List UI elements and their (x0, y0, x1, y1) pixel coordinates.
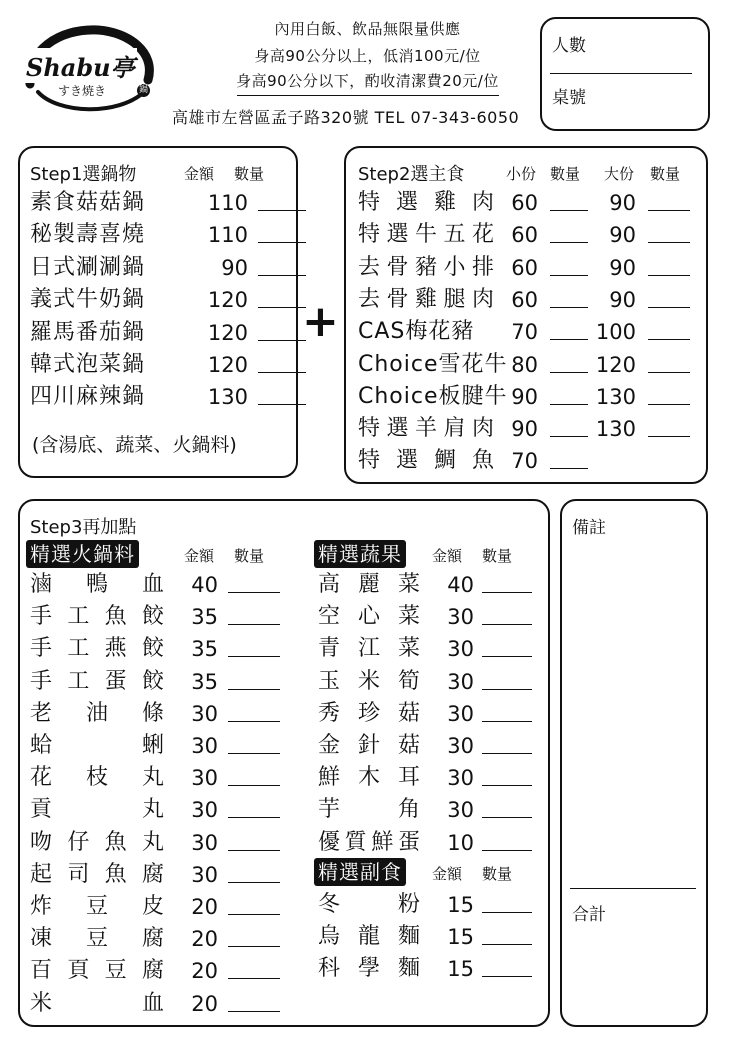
quantity-field[interactable] (228, 882, 280, 883)
quantity-field[interactable] (550, 339, 588, 340)
step2-qty-large-header: 數量 (650, 165, 681, 183)
item-name: 秀珍菇 (318, 700, 420, 726)
menu-item-row (30, 699, 280, 729)
menu-item-row (318, 570, 538, 600)
item-name: 起司魚腐 (30, 861, 164, 887)
item-name: 手工燕餃 (30, 636, 164, 662)
quantity-field[interactable] (648, 404, 690, 405)
item-name: 去骨豬小排 (358, 254, 494, 280)
quantity-field[interactable] (258, 372, 306, 373)
item-price: 130 (595, 417, 636, 442)
item-price: 40 (191, 573, 218, 597)
item-price: 120 (207, 288, 248, 313)
item-name: 去骨雞腿肉 (358, 286, 494, 312)
item-name: 空心菜 (318, 604, 420, 630)
menu-item-row (30, 350, 280, 380)
step3-title: Step3再加點 (30, 517, 137, 538)
quantity-field[interactable] (648, 275, 690, 276)
menu-item-row (30, 763, 280, 793)
menu-item-row (30, 828, 280, 858)
step2-title: Step2選主食 (358, 164, 465, 185)
menu-item-row (358, 350, 698, 380)
item-name: 鮮木耳 (318, 765, 420, 791)
step1-title: Step1選鍋物 (30, 164, 137, 185)
item-price: 120 (595, 352, 636, 377)
item-name: 芋角 (318, 797, 420, 823)
item-name: 素食菇菇鍋 (30, 190, 146, 215)
brand-name: Shabu亭 (24, 48, 137, 83)
quantity-field[interactable] (228, 914, 280, 915)
step2-qty-small-header: 數量 (550, 165, 581, 183)
address: 高雄市左營區孟子路320號 TEL 07-343-6050 (172, 108, 520, 127)
quantity-field[interactable] (228, 689, 280, 690)
item-name: Choice板腱牛 (358, 383, 508, 409)
quantity-field[interactable] (648, 436, 690, 437)
hotpot-badge: 精選火鍋料 (26, 540, 139, 568)
menu-item-row (318, 731, 538, 761)
quantity-field[interactable] (228, 656, 280, 657)
quantity-field[interactable] (228, 817, 280, 818)
item-price: 60 (511, 287, 538, 312)
step2-large-header: 大份 (604, 165, 635, 183)
menu-item-row (30, 188, 280, 218)
quantity-field[interactable] (648, 372, 690, 373)
item-price: 40 (447, 573, 474, 597)
item-price: 100 (595, 320, 636, 345)
menu-item-row (30, 220, 280, 250)
quantity-field[interactable] (482, 817, 532, 818)
remarks-label: 備註 (572, 518, 606, 538)
quantity-field[interactable] (482, 944, 532, 945)
item-price: 30 (447, 766, 474, 791)
menu-item-row (318, 699, 538, 729)
item-name: 特選雞肉 (358, 190, 494, 215)
order-info-box (540, 17, 710, 131)
item-price: 90 (221, 255, 248, 280)
item-name: 高麗菜 (318, 572, 420, 597)
menu-item-row (318, 890, 538, 920)
menu-item-row (358, 188, 698, 218)
item-price: 15 (447, 957, 474, 982)
item-name: 老油條 (30, 700, 164, 726)
menu-item-row (318, 667, 538, 697)
step1-price-header: 金額 (184, 165, 215, 183)
menu-item-row (30, 667, 280, 697)
menu-item-row (318, 828, 538, 858)
quantity-field[interactable] (228, 785, 280, 786)
quantity-field[interactable] (550, 372, 588, 373)
menu-item-row (30, 892, 280, 922)
item-price: 35 (191, 669, 218, 694)
people-field[interactable] (550, 73, 692, 74)
item-name: 炸豆皮 (30, 894, 164, 919)
menu-item-row (30, 989, 280, 1019)
menu-item-row (358, 220, 698, 250)
menu-item-row (358, 253, 698, 283)
quantity-field[interactable] (550, 210, 588, 211)
veg-price-header: 金額 (432, 547, 463, 565)
item-price: 20 (191, 895, 218, 919)
item-price: 70 (511, 449, 538, 474)
quantity-field[interactable] (228, 753, 280, 754)
item-name: 烏龍麵 (318, 924, 420, 950)
item-name: 金針菇 (318, 733, 420, 758)
item-name: 青江菜 (318, 636, 420, 662)
item-name: 吻仔魚丸 (30, 829, 164, 855)
item-price: 20 (191, 991, 218, 1016)
quantity-field[interactable] (258, 210, 306, 211)
menu-item-row (358, 285, 698, 315)
veg-qty-header: 數量 (482, 547, 513, 565)
item-price: 110 (207, 191, 248, 215)
item-price: 80 (511, 352, 538, 377)
menu-item-row (30, 956, 280, 986)
step1-qty-header: 數量 (234, 165, 265, 183)
item-price: 120 (207, 320, 248, 345)
remarks-panel (560, 499, 708, 1027)
item-price: 120 (207, 353, 248, 377)
item-name: 義式牛奶鍋 (30, 287, 146, 313)
item-name: 滷鴨血 (30, 572, 164, 597)
item-name: 米血 (30, 990, 164, 1016)
notice-cleaning-fee: 身高90公分以下，酌收清潔費20元/位 (236, 72, 499, 90)
quantity-field[interactable] (258, 275, 306, 276)
item-price: 35 (191, 605, 218, 630)
plus-sign: + (302, 296, 339, 347)
item-name: 特選羊肩肉 (358, 416, 494, 442)
brand-subtitle: すき焼き (58, 84, 107, 98)
item-price: 60 (511, 223, 538, 248)
item-name: 百頁豆腐 (30, 958, 164, 984)
quantity-field[interactable] (550, 242, 588, 243)
item-price: 30 (191, 701, 218, 726)
quantity-field[interactable] (482, 785, 532, 786)
divider (237, 95, 499, 96)
quantity-field[interactable] (228, 850, 280, 851)
quantity-field[interactable] (258, 404, 306, 405)
menu-item-row (30, 634, 280, 664)
item-price: 90 (609, 223, 636, 248)
item-name: CAS梅花豬 (358, 319, 475, 345)
menu-item-row (358, 414, 698, 444)
item-name: 日式涮涮鍋 (30, 254, 146, 280)
item-price: 30 (447, 798, 474, 823)
menu-item-row (30, 795, 280, 825)
item-price: 90 (511, 384, 538, 409)
hotpot-price-header: 金額 (184, 547, 215, 565)
item-name: 優質鮮蛋 (318, 829, 420, 855)
item-price: 130 (595, 384, 636, 409)
item-price: 30 (191, 862, 218, 887)
item-name: 特選鯛魚 (358, 448, 494, 474)
item-price: 30 (191, 830, 218, 855)
brand-tag: 鍋 (138, 85, 148, 95)
total-label: 合計 (572, 905, 606, 925)
people-label: 人數 (552, 36, 586, 56)
quantity-field[interactable] (648, 307, 690, 308)
quantity-field[interactable] (482, 850, 532, 851)
quantity-field[interactable] (550, 307, 588, 308)
menu-item-row (30, 731, 280, 761)
menu-item-row (30, 860, 280, 890)
quantity-field[interactable] (550, 404, 588, 405)
hotpot-qty-header: 數量 (234, 547, 265, 565)
item-price: 60 (511, 255, 538, 280)
item-name: 花枝丸 (30, 765, 164, 791)
item-name: Choice雪花牛 (358, 351, 508, 377)
item-price: 90 (609, 255, 636, 280)
item-price: 90 (609, 287, 636, 312)
notice-unlimited: 內用白飯、飲品無限量供應 (274, 20, 461, 38)
item-name: 科學麵 (318, 956, 420, 982)
quantity-field[interactable] (482, 721, 532, 722)
menu-item-row (318, 795, 538, 825)
menu-item-row (318, 602, 538, 632)
menu-item-row (358, 446, 698, 476)
menu-item-row (30, 602, 280, 632)
item-name: 凍豆腐 (30, 926, 164, 952)
item-price: 30 (191, 766, 218, 791)
item-price: 15 (447, 925, 474, 950)
item-name: 冬粉 (318, 892, 420, 917)
side-qty-header: 數量 (482, 865, 513, 883)
total-divider (570, 888, 696, 889)
item-name: 手工蛋餃 (30, 668, 164, 694)
item-name: 韓式泡菜鍋 (30, 352, 146, 377)
quantity-field[interactable] (258, 340, 306, 341)
menu-item-row (30, 285, 280, 315)
item-name: 蛤蜊 (30, 733, 164, 758)
quantity-field[interactable] (228, 946, 280, 947)
menu-item-row (30, 318, 280, 348)
quantity-field[interactable] (482, 624, 532, 625)
quantity-field[interactable] (648, 339, 690, 340)
item-price: 20 (191, 927, 218, 952)
quantity-field[interactable] (648, 242, 690, 243)
notice-min-charge: 身高90公分以上，低消100元/位 (254, 47, 481, 65)
item-name: 貢丸 (30, 797, 164, 823)
quantity-field[interactable] (482, 592, 532, 593)
side-price-header: 金額 (432, 865, 463, 883)
step2-small-header: 小份 (506, 165, 537, 183)
quantity-field[interactable] (258, 307, 306, 308)
quantity-field[interactable] (550, 468, 588, 469)
step1-note: (含湯底、蔬菜、火鍋料) (32, 434, 237, 456)
quantity-field[interactable] (258, 242, 306, 243)
menu-item-row (318, 922, 538, 952)
menu-item-row (30, 253, 280, 283)
item-price: 90 (609, 191, 636, 215)
item-price: 20 (191, 959, 218, 984)
quantity-field[interactable] (482, 976, 532, 977)
quantity-field[interactable] (648, 210, 690, 211)
quantity-field[interactable] (228, 624, 280, 625)
item-price: 35 (191, 637, 218, 662)
quantity-field[interactable] (228, 978, 280, 979)
item-name: 玉米筍 (318, 668, 420, 694)
menu-item-row (318, 763, 538, 793)
item-price: 30 (447, 637, 474, 662)
item-name: 秘製壽喜燒 (30, 222, 146, 248)
quantity-field[interactable] (228, 592, 280, 593)
quantity-field[interactable] (482, 689, 532, 690)
menu-item-row (30, 924, 280, 954)
menu-item-row (30, 570, 280, 600)
item-price: 30 (191, 798, 218, 823)
quantity-field[interactable] (550, 275, 588, 276)
item-price: 130 (207, 385, 248, 410)
item-price: 60 (511, 191, 538, 215)
item-price: 10 (447, 830, 474, 855)
item-price: 30 (447, 734, 474, 758)
item-price: 30 (447, 605, 474, 630)
quantity-field[interactable] (482, 753, 532, 754)
item-price: 30 (447, 669, 474, 694)
quantity-field[interactable] (550, 436, 588, 437)
quantity-field[interactable] (228, 1011, 280, 1012)
item-price: 30 (447, 701, 474, 726)
menu-item-row (358, 317, 698, 347)
quantity-field[interactable] (228, 721, 280, 722)
menu-item-row (318, 954, 538, 984)
item-price: 30 (191, 734, 218, 758)
item-name: 手工魚餃 (30, 604, 164, 630)
item-price: 70 (511, 320, 538, 345)
item-name: 羅馬番茄鍋 (30, 319, 146, 345)
quantity-field[interactable] (482, 656, 532, 657)
menu-item-row (358, 382, 698, 412)
menu-item-row (318, 634, 538, 664)
veg-badge: 精選蔬果 (314, 540, 406, 568)
item-name: 四川麻辣鍋 (30, 384, 146, 410)
item-name: 特選牛五花 (358, 222, 494, 248)
item-price: 90 (511, 417, 538, 442)
table-label: 桌號 (552, 88, 586, 108)
item-price: 110 (207, 223, 248, 248)
side-badge: 精選副食 (314, 858, 406, 886)
item-price: 15 (447, 893, 474, 917)
quantity-field[interactable] (482, 912, 532, 913)
menu-item-row (30, 382, 280, 412)
